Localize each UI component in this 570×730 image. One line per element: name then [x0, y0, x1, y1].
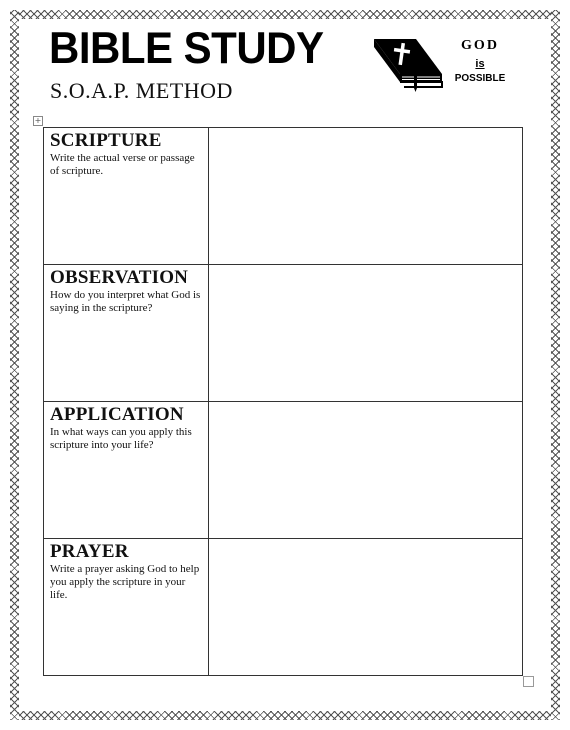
- page-title: BIBLE STUDY: [49, 22, 324, 73]
- row-description-scripture: Write the actual verse or passage of scripture.: [50, 152, 195, 177]
- table-move-handle-icon[interactable]: +: [34, 116, 42, 125]
- bible-icon: [370, 36, 444, 94]
- row-description-application: In what ways can you apply this scripture into your life?: [50, 426, 192, 451]
- label-cell-prayer: [44, 539, 209, 676]
- label-cell-application: [44, 402, 209, 539]
- page-border-bottom: [10, 711, 560, 720]
- label-cell-scripture: [44, 128, 209, 265]
- response-cell-scripture[interactable]: [209, 128, 523, 265]
- motto-line-2: is: [475, 58, 485, 70]
- page-subtitle: S.O.A.P. METHOD: [50, 78, 233, 103]
- response-cell-application[interactable]: [209, 402, 523, 539]
- label-cell-observation: [44, 265, 209, 402]
- page-border-left: [10, 10, 19, 720]
- soap-row-scripture: [44, 128, 523, 265]
- motto-line-3: POSSIBLE: [454, 73, 506, 84]
- page-border-top: [10, 10, 560, 19]
- response-cell-prayer[interactable]: [209, 539, 523, 676]
- row-description-observation: How do you interpret what God is saying in the scripture?: [50, 289, 201, 314]
- motto: [449, 38, 511, 85]
- table-resize-handle[interactable]: [523, 676, 534, 687]
- soap-row-observation: [44, 265, 523, 402]
- row-heading-scripture: SCRIPTURE: [50, 130, 162, 151]
- row-heading-observation: OBSERVATION: [50, 267, 189, 288]
- soap-row-prayer: [44, 539, 523, 676]
- row-description-prayer: Write a prayer asking God to help you apply the scripture in your life.: [50, 563, 200, 601]
- motto-line-1: GOD: [461, 38, 499, 53]
- row-heading-prayer: PRAYER: [50, 541, 129, 562]
- soap-row-application: [44, 402, 523, 539]
- soap-table: [43, 127, 523, 676]
- page-border-right: [551, 10, 560, 720]
- row-heading-application: APPLICATION: [50, 404, 184, 425]
- response-cell-observation[interactable]: [209, 265, 523, 402]
